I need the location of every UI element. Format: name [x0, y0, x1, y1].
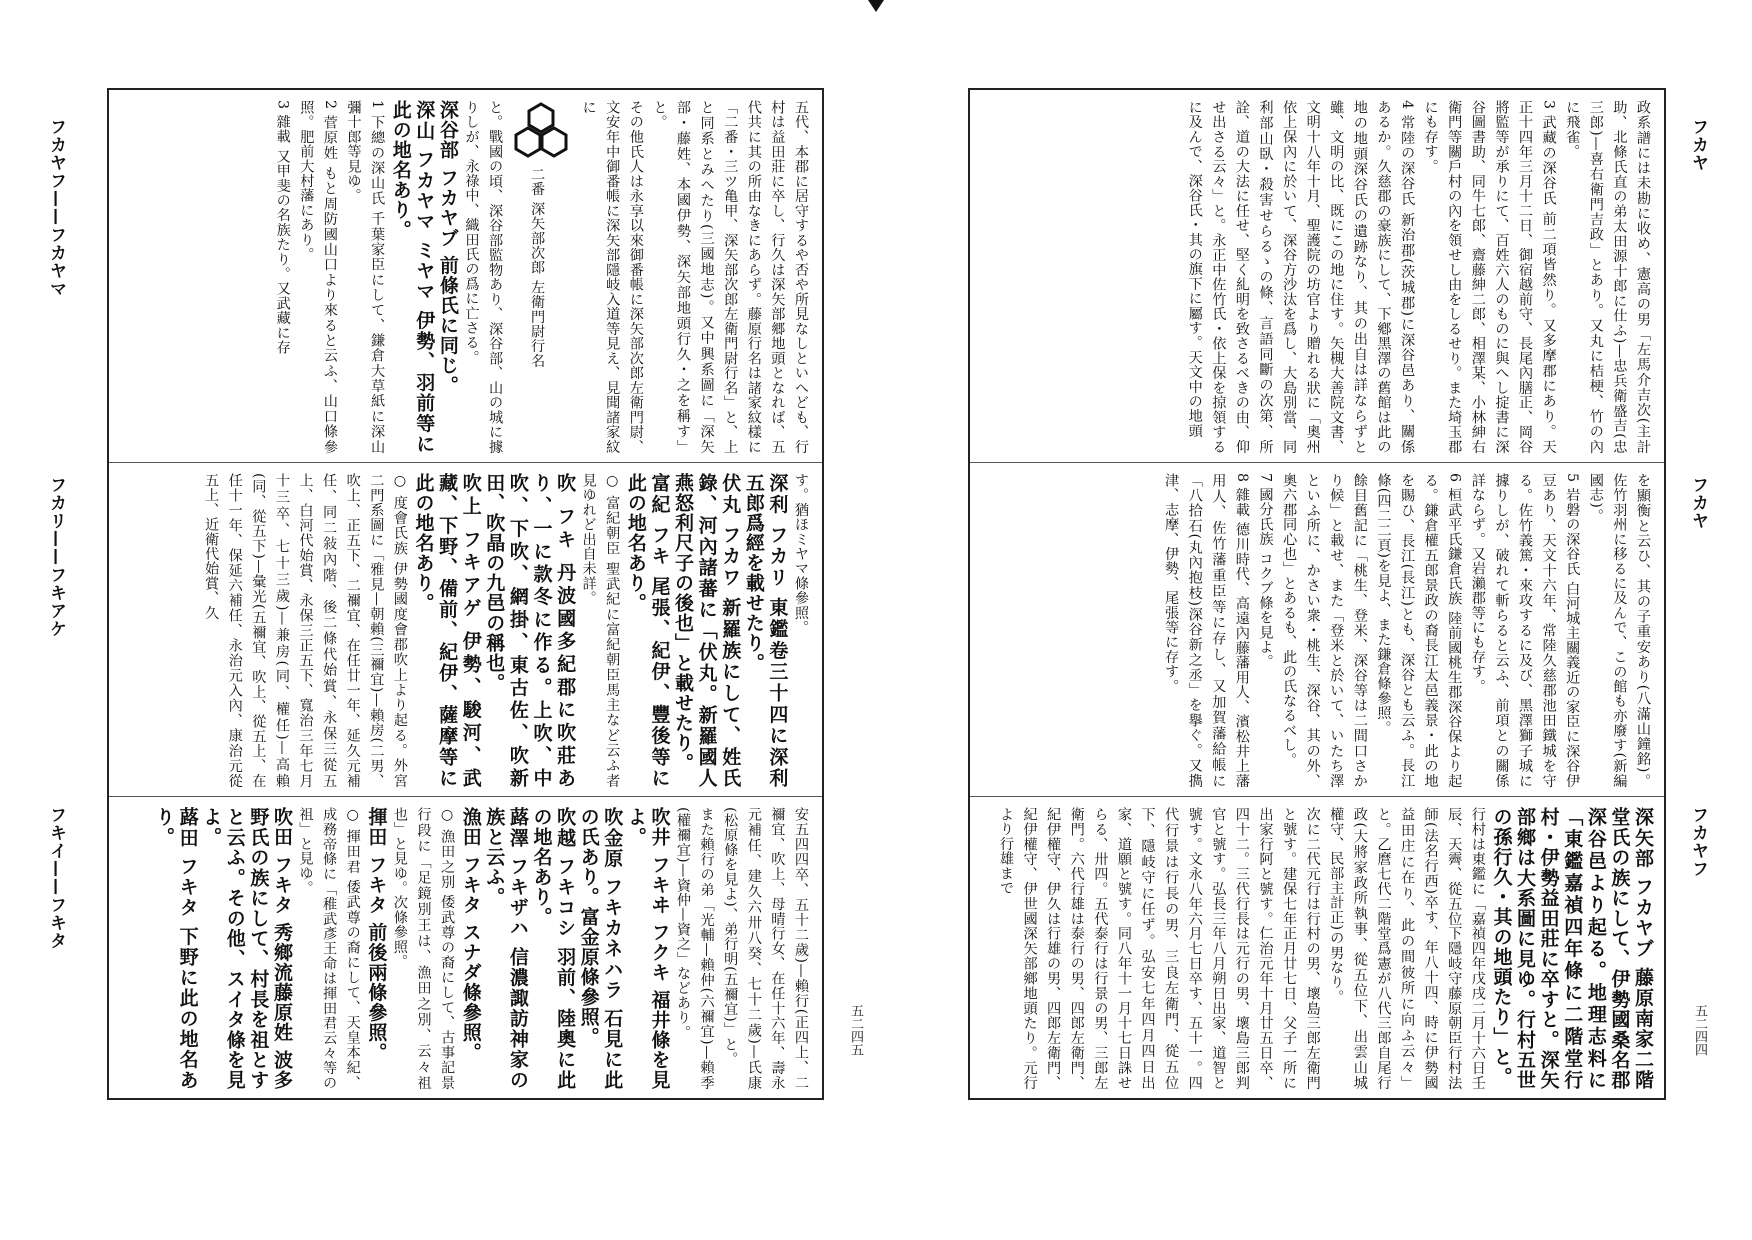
running-header-1: フカヤ: [1688, 118, 1708, 172]
text-band-top: [109, 90, 822, 462]
text-band-bottom: [970, 796, 1664, 1098]
paragraph: 5 岩磐の深谷氏 白河城主關義近の家臣に深谷伊豆あり、天文十六年、常陸久慈郡池田鐵城を守る。佐竹義篤・來攻するに及び、黑澤獅子城に據りしが、破れて斬らると云ふ、前項との關係詳ならず。又岩瀨郡等にも存す。: [1469, 473, 1581, 788]
entry-heading: 吹上 フキアゲ 伊勢、駿河、武藏、下野、備前、紀伊、薩摩等に此の地名あり。: [412, 473, 482, 788]
entry-heading: 吹井 フキヰ フクキ 福井條を見よ。: [624, 807, 671, 1090]
paragraph: 政系譜には未勘に收め、憲高の男「左馬介吉次(主計助、北條氏直の弟太田源十郎に仕ふ)—忠兵衛盛吉(忠三郎)—喜右衛門吉政」とあり。又丸に桔梗、竹の內に飛雀。: [1564, 100, 1651, 454]
text-band-middle: [109, 462, 822, 796]
paragraph: ○ 度會氏族 伊勢國度會郡吹上より起る。外宮二門系圖に「雅見—朝賴(三禰宜)—賴房(二男、吹上、正五下、二禰宜、在任廿一年、延久元補任、同二敍內階、後二條代始賞、永保三從五上、白河代始賞、永保三正五下、寬治三年七月十三卒、七十三歲)—兼房(同、權任)—高賴(同、從五下)—彙光(五禰宜、吹上、從五上、在任十一年、保延六補任、永治元入內、康治元從五上、近衛代始賞、久: [203, 473, 408, 788]
paragraph: 2 菅原姓 もと周防國山口より來ると云ふ、山口條參照。肥前大村藩にあり。: [298, 100, 338, 454]
entry-heading: 深利 フカリ 東鑑卷三十四に深利五郎爲經を載せたり。: [742, 473, 789, 788]
paragraph: ○ 漁田之別 倭武尊の裔にして、古事記景行段に「足鏡別王は、漁田之別、云々祖也」と見ゆ。次條參照。: [391, 807, 456, 1090]
paragraph: 五代、本郡に居守するや否や所見なしといへども、行村は益田莊に卒し、行久は深矢部郷地頭となれば、五代共に其の所由なきにあらず。藤原行名は諸家紋樣に「二番・三ツ亀甲、深矢部次郎左衛門尉行名」と、上と同系とみへたり(三國地志)。又中興系圖に「深矢部・藤姓、本國伊勢、深矢部地頭行久・之を稱す」と。: [651, 100, 809, 454]
paragraph: 4 常陸の深谷氏 新治郡(茨城郡)に深谷邑あり、關係あるか。久慈郡の豪族にして、下鄕黑澤の舊館は此の地の地頭深谷氏の遺跡なり、其の出自は詳ならずと雖、文明の比、既にこの地に住す。矢槻大善院文書、文明十八年十月、聖護院の坊官より贈れる狀に「奧州依上保內に於いて、深谷方沙汰を爲し、大島別當、同利部山臥・殺害せらるゝの條、言語同斷の次第、所詮、道の大法に任せ、堅く糺明を致さるべきの由、仰せ出さる云々」と。永正中佐竹氏・依上保を掠領するに及んで、深谷氏・其の旗下に屬す。天文中の地頭: [1186, 100, 1416, 454]
text-frame: [968, 88, 1666, 1100]
crest-entry: [506, 100, 576, 454]
entry-heading: 深山 フカヤマ ミヤマ 伊勢、羽前等に此の地名あり。: [389, 100, 436, 454]
paragraph: 7 國分氏族 コクブ條を見よ。: [1257, 473, 1274, 669]
paragraph: 安五四四卒、五十二歲)—賴行(正四上、二禰宜、吹上、母晴行女、在任十六年、壽永元補任、建久六卅八癸、七十二歲)—氏康(松原條を見よ)、弟行明(五禰宜)」と。: [722, 807, 809, 1090]
entry-heading: 深矢部 フカヤブ 藤原南家二階堂氏の族にして、伊勢國桑名郡深谷邑より起る。地理志料に「東鑑嘉禎四年條に二階堂行村・伊勢益田莊に卒すと。深矢部鄉は大系圖に見ゆ。行村五世の孫行久・其の地頭たり」と。: [1490, 807, 1654, 1090]
running-header-2: フカヤ: [1688, 476, 1708, 530]
running-header-3: フキイ——フキタ: [46, 806, 66, 950]
entry-heading: 富紀 フキ 尾張、紀伊、豐後等に此の地名あり。: [624, 473, 671, 788]
triple-tortoise-shell-crest-icon: [506, 100, 576, 162]
entry-heading: 蕗田 フキタ 下野に此の地名あり。: [152, 807, 199, 1090]
page-number: 五二四五: [848, 1004, 863, 1056]
entry-heading: 吹 フキ 丹波國多紀郡に吹莊あり、一に款冬に作る。上吹、中吹、下吹、網掛、東古佐、吹新田、吹晶の九邑の稱也。: [483, 473, 577, 788]
paragraph: また賴行の弟「光輔—賴仲(六禰宜)—賴季(權禰宜)—資仲—資之」などあり。: [675, 807, 715, 1090]
paragraph: その他氏人は永享以來御番帳に深矢部次郎左衛門尉、文安年中御番帳に深矢部隱岐入道等見え、見聞諸家紋に: [580, 100, 644, 454]
entry-heading: 蕗澤 フキザハ 信濃諏訪神家の族と云ふ。: [483, 807, 529, 1090]
entry-heading: 吹越 フキコシ 羽前、陸奧に此の地名あり。: [530, 807, 577, 1090]
entry-heading: 深谷部 フカヤブ 前條氏に同じ。: [436, 100, 459, 396]
paragraph: 3 武藏の深谷氏 前二項皆然り。又多摩郡にあり。天正十四年三月十二日、御宿越前守、長尾內膳正、岡谷將監等が承りにて、百姓六人のものに與へし掟書に深谷圖書助、同牛七郎、齋藤紳二郎、相澤某、小林紳右衛門等關戶村の內を領せし由をしるせり。また埼玉郡にも存す。: [1422, 100, 1557, 454]
text-band-bottom: [109, 796, 822, 1098]
paragraph: 次に二代元行は行村の男、壞島三郎左衛門と號す。建保七年正月廿七日、父子一所に出家行阿と號す。仁治元年十月廿五日卒、四十二。三代行長は元行の男、壞島三郎判官と號す。弘長三年八月朔日出家、道智と號す。文永八年六月七日卒す、五十一。四代行景は行長の男、三良左衛門、從五位下、隱岐守に任ず。弘安七年四月四日出家、道願と號す。同八年十一月十七日誅せらる、卅四。五代泰行は行景の男、三郎左衛門。六代行雄は泰行の男、四郎左衛門、紀伊權守、伊久は行雄の男、四郎左衛門、紀伊權守、伊世國深矢部鄉地頭たり。元行より行雄まで: [997, 807, 1321, 1090]
paragraph: ○ 揮田君 倭武尊の裔にして、天皇本紀、成務帝條に「稚武彥王命は揮田君云々等の祖」と見ゆ。: [297, 807, 361, 1090]
text-frame: [107, 88, 824, 1100]
page-number: 五二四四: [1692, 1004, 1707, 1056]
paragraph: 餘目舊記に「桃生、登米、深谷等は二間口さかり候」と載せ、また「登米と於いて、いたち澤といふ所に、かさい衆・桃生、深谷、其の外、奧六郡同心也」とあるも、此の氏なるべし。: [1281, 473, 1368, 788]
entry-heading: 吹金原 フキカネハラ 石見に此の氏あり。富金原條參照。: [577, 807, 624, 1090]
running-header-3: フカヤフ: [1688, 806, 1708, 878]
paragraph: 行村は東鑑に「嘉禎四年戊戌二月十六日壬辰、天霽、從五位下隱岐守藤原朝臣行村法師(法名行西)卒す、年八十四、時に伊勢國益田庄に在り、此の間彼所に向ふ云々」と。乙麿七代二階堂爲憲が八代三郎自尾行政(大將家政所執事、從五位下、出雲山城權守、民部主計正)の男なり。: [1328, 807, 1486, 1090]
paragraph: 1 下總の深山氏 千葉家臣にして、鎌倉大草紙に深山彌十郎等見ゆ。: [345, 100, 386, 454]
paragraph: 6 桓武平氏鎌倉氏族 陸前國桃生郡深谷保より起る。鎌倉權五郎景政の裔長江太邑義景・此の地を賜ひ、長江(長江)とも、深谷とも云ふ。長江條(四二二頁)を見よ、また鎌倉條參照。: [1375, 473, 1463, 788]
running-header-2: フカリ——フキアケ: [46, 476, 66, 638]
entry-heading: 伏丸 フカワ 新羅族にして、姓氏錄、河內諸蕃に「伏丸。新羅國人燕怒利尺子の後也」と載せたり。: [672, 473, 742, 788]
entry-heading: 吹田 フキタ 秀鄉流藤原姓 波多野氏の族にして、村長を祖とすと云ふ。その他、スイタ條を見よ。: [200, 807, 293, 1090]
paragraph: す。猶ほミヤマ條參照。: [793, 473, 809, 635]
paragraph: 8 雜載 德川時代、高遠內藤藩用人、濱松井上藩用人、佐竹藩重臣等に存し、又加賀藩給帳に「八拾石(丸內抱枝)深谷新之丞」を擧ぐ。又擕津、志摩、伊勢、尾張等に存す。: [1163, 473, 1250, 788]
text-band-middle: [970, 462, 1664, 796]
paragraph: を顯衡と云ひ、其の子重安あり(八滿山鐘銘)。佐竹羽州に移るに及んで、この館も亦廢す(新編國志)。: [1587, 473, 1651, 788]
text-band-top: [970, 90, 1664, 462]
paragraph: 3 雜載 又甲斐の名族たり。又武藏に存: [274, 100, 291, 355]
paragraph: と。戰國の頃、深谷部監物あり、深谷部、山の城に據りしが、永祿中、織田氏の爲に亡さる。: [463, 100, 504, 454]
right-page: [900, 0, 1752, 1240]
crest-caption: 二番 深矢部次郎 左衛門尉行名: [529, 167, 546, 369]
entry-heading: 漁田 フキタ スナダ條參照。: [459, 807, 482, 1063]
paragraph: ○ 富紀朝臣 聖武紀に富紀朝臣馬主など云ふ者見ゆれど出自未詳。: [580, 473, 621, 788]
running-header-1: フカヤフ——フカヤマ: [46, 118, 66, 298]
entry-heading: 揮田 フキタ 前後兩條參照。: [365, 807, 388, 1063]
